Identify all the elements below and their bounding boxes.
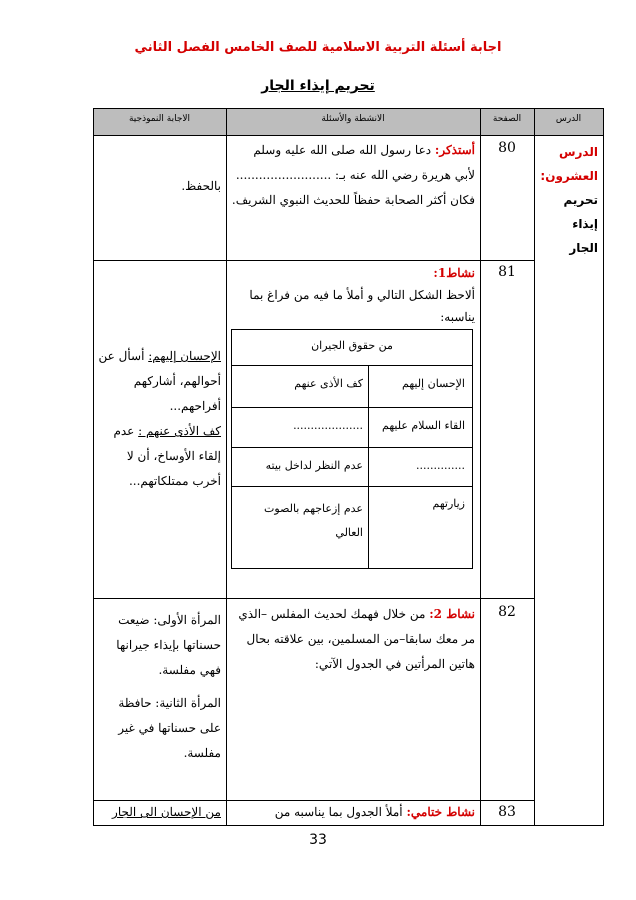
activity-text: أملأ الجدول بما يناسبه من [274,805,403,819]
diagram-cell: .............. [416,459,465,472]
column-header-page: الصفحة [492,114,522,124]
activity-cell [231,138,475,213]
diagram-title: من حقوق الجيران [311,339,393,352]
table-header-border [93,135,604,136]
diagram-border [472,329,473,569]
activity-cell [231,262,475,328]
answer-cell: بالحفظ. [181,179,221,193]
diagram-border [231,568,473,569]
table-border-right [603,108,604,826]
diagram-border [231,407,473,408]
lesson-ordinal: العشرون: [540,169,598,183]
table-border-left [93,108,94,826]
answer-cell [97,608,221,766]
lesson-name-line2: الجار [569,241,598,255]
column-header-activities: الانشطة والأسئلة [321,114,385,124]
col-border-activities [480,108,481,826]
neighbor-rights-diagram [231,329,473,569]
diagram-cell: كف الأذى عنهم [294,377,363,390]
activity-label: نشاط1: [433,266,475,280]
answer-text: المرأة الأولى: ضيعت حسناتها بإيذاء جيرانها فهي مفلسة. [116,613,221,677]
document-header-title: اجابة أسئلة التربية الاسلامية للصف الخامس الفصل الثاني [134,40,502,55]
activity-text: ألاحظ الشكل التالي و أملأ ما فيه من فراغ بما يناسبه: [249,288,475,324]
answer-text: المرأة الثانية: حافظة على حسناتها في غير مفلسة. [118,696,221,760]
diagram-border [231,486,473,487]
page-number: 33 [309,832,327,848]
activity-text: من خلال فهمك لحديث المفلس –الذي مر معك سابقا–من المسلمين، بين علاقته بحال هاتين المرأتين في الجدول الآتي: [238,607,475,671]
diagram-cell: القاء السلام عليهم [382,419,465,432]
table-border-bottom [93,825,604,826]
diagram-cell: عدم إزعاجهم بالصوت العالي [264,502,363,539]
activity-label: نشاط ختامي: [406,805,475,819]
lesson-name-line1: تحريم إيذاء [563,193,598,231]
page-number-cell: 81 [498,264,516,280]
row-border-1 [93,260,534,261]
lesson-label: الدرس [558,145,598,159]
col-border-answer [226,108,227,826]
diagram-cell: الإحسان إليهم [402,377,465,390]
answer-text: عدم إلقاء الأوساخ، أن لا أخرب ممتلكاتهم... [113,424,221,488]
lesson-title: تحريم إيذاء الجار [261,78,375,94]
diagram-border [231,329,473,330]
row-border-2 [93,598,534,599]
page-number-cell: 83 [498,804,516,820]
diagram-cell: .................... [293,419,363,432]
diagram-cell: زيارتهم [432,497,465,510]
diagram-border [231,329,232,569]
activity-cell [231,801,475,823]
col-border-page [534,108,535,826]
page-number-cell: 80 [498,140,516,156]
answer-label: كف الأذى عنهم : [138,424,221,438]
table-border-top [93,108,604,109]
answer-text: أسأل عن أحوالهم، أشاركهم أفراحهم... [98,349,221,413]
diagram-border [368,365,369,568]
answer-cell [97,344,221,494]
lesson-name-cell [537,140,598,260]
activity-text: دعا رسول الله صلى الله عليه وسلم لأبي هريرة رضي الله عنه بـ: ......................... فكان أكثر الصحابة حفظاً للحديث النبوي الشريف. [231,143,475,207]
answer-label: الإحسان إليهم: [148,349,221,363]
activity-cell [231,602,475,677]
column-header-answer: الاجابة النموذجية [128,114,191,124]
answer-cell: من الإحسان الى الجار [112,805,221,819]
diagram-border [231,365,473,366]
diagram-border [231,447,473,448]
activity-label: نشاط 2: [429,607,475,621]
diagram-cell: عدم النظر لداخل بيته [265,459,363,472]
page-number-cell: 82 [498,604,516,620]
column-header-lesson: الدرس [555,114,582,124]
activity-label: أستذكر: [434,143,475,157]
